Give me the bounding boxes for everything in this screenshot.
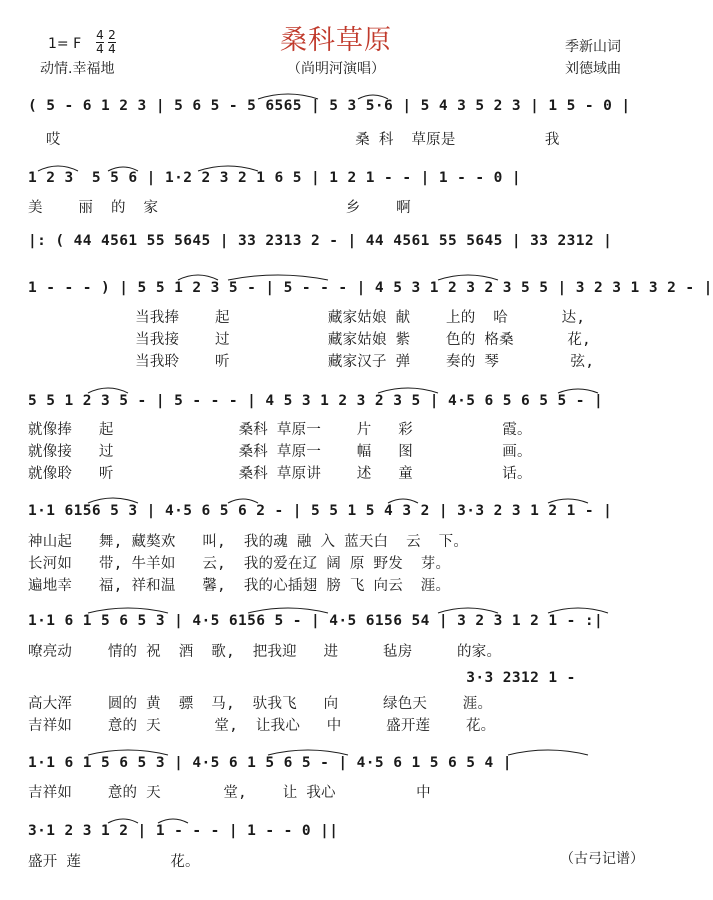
score-line: 3·3 2312 1 - (28, 670, 576, 686)
score-line: 1·1 6156 5 3 | 4·5 6 5 6 2 - | 5 5 1 5 4 3 2 | 3·3 2 3 1 2 1 - | (28, 503, 613, 519)
lyric-line: 当我接 过 藏家姑娘 紫 色的 格桑 花, (28, 332, 591, 348)
lyric-line: 就像捧 起 桑科 草原一 片 彩 霞。 (28, 422, 532, 438)
lyric-line: 吉祥如 意的 天 堂, 让我心 中 盛开莲 花。 (28, 718, 496, 734)
lyric-line: 盛开 莲 花。 (28, 854, 200, 870)
lyricist: 季新山词 (565, 39, 621, 55)
score-line: ( 5 - 6 1 2 3 | 5 6 5 - 5 6565 | 5 3 5·6 | 5 4 3 5 2 3 | 1 5 - 0 | (28, 98, 631, 114)
meter-first: $\frac{4}{4}$ (96, 28, 104, 56)
slur-marks (28, 87, 640, 101)
lyric-line: 长河如 带, 牛羊如 云, 我的爱在辽 阔 原 野发 芽。 (28, 556, 451, 572)
lyric-line: 神山起 舞, 藏獒欢 叫, 我的魂 融 入 蓝天白 云 下。 (28, 534, 469, 550)
score-line: 1 2 3 5 5 6 | 1·2 2 3 2 1 6 5 | 1 2 1 - - | 1 - - 0 | (28, 170, 522, 186)
key-signature: 1= F (48, 36, 82, 52)
lyric-line: 吉祥如 意的 天 堂, 让 我心 中 (28, 785, 431, 801)
lyric-line: 就像聆 听 桑科 草原讲 述 童 话。 (28, 466, 532, 482)
transcriber-credit: （古弓记谱） (560, 851, 644, 867)
score-line: 1·1 6 1 5 6 5 3 | 4·5 6156 5 - | 4·5 6156 54 | 3 2 3 1 2 1 - :| (28, 613, 604, 629)
meter-second: $\frac{2}{4}$ (108, 28, 116, 56)
slur-marks (28, 601, 640, 615)
composer: 刘德域曲 (565, 61, 621, 77)
singer: （尚明河演唱） (287, 61, 385, 77)
lyric-line: 哎 桑 科 草原是 我 (28, 132, 560, 148)
slur-marks (28, 268, 640, 282)
slur-marks (28, 811, 640, 825)
lyric-line: 遍地幸 福, 祥和温 馨, 我的心插翅 膀 飞 向云 涯。 (28, 578, 451, 594)
score-line: 1·1 6 1 5 6 5 3 | 4·5 6 1 5 6 5 - | 4·5 6 1 5 6 5 4 | (28, 755, 512, 771)
slur-marks (28, 491, 640, 505)
score-line: 5 5 1 2 3 5 - | 5 - - - | 4 5 3 1 2 3 2 3 5 | 4·5 6 5 6 5 5 - | (28, 393, 604, 409)
song-title: 桑科草原 (280, 25, 392, 56)
lyric-line: 当我聆 听 藏家汉子 弹 奏的 琴 弦, (28, 354, 595, 370)
slur-marks (28, 159, 640, 173)
time-signature (96, 30, 120, 55)
performance-mood: 动情.幸福地 (40, 61, 115, 77)
score-line: 3·1 2 3 1 2 | 1 - - - | 1 - - 0 || (28, 823, 339, 839)
lyric-line: 当我捧 起 藏家姑娘 献 上的 哈 达, (28, 310, 586, 326)
lyric-line: 美 丽 的 家 乡 啊 (28, 200, 411, 216)
score-line: 1 - - - ) | 5 5 1 2 3 5 - | 5 - - - | 4 5 3 1 2 3 2 3 5 5 | 3 2 3 1 3 2 - | (28, 280, 713, 296)
lyric-line: 高大浑 圆的 黄 骠 马, 驮我飞 向 绿色天 涯。 (28, 696, 493, 712)
slur-marks (28, 743, 640, 757)
slur-marks (28, 381, 640, 395)
lyric-line: 就像接 过 桑科 草原一 幅 图 画。 (28, 444, 532, 460)
lyric-line: 嘹亮动 情的 祝 酒 歌, 把我迎 进 毡房 的家。 (28, 644, 502, 660)
score-line: |: ( 44 4561 55 5645 | 33 2313 2 - | 44 4561 55 5645 | 33 2312 | (28, 233, 613, 249)
